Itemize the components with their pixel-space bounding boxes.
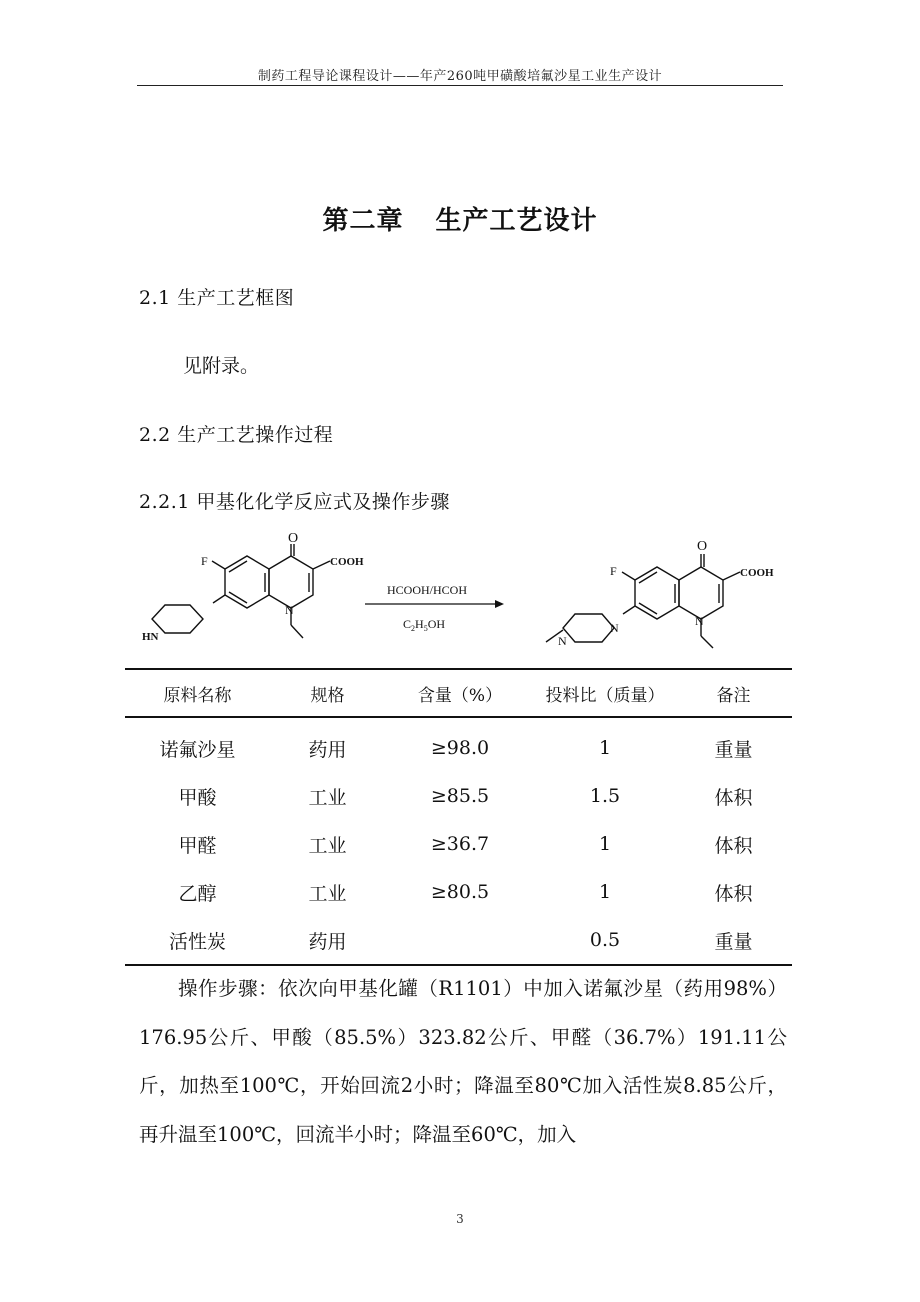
reactant-ring-n-label: N <box>285 603 294 617</box>
table-cell: 甲醛 <box>178 834 217 857</box>
materials-table <box>125 668 792 966</box>
methylation-reaction-scheme <box>130 530 790 670</box>
chapter-title <box>0 200 920 237</box>
table-cell: 1 <box>598 833 612 855</box>
column-header: 含量（%） <box>385 669 535 717</box>
product-methyl-n-label: N <box>558 634 567 648</box>
reactant-norfloxacin-structure <box>152 544 330 638</box>
product-pefloxacin-structure <box>546 554 740 648</box>
section-2-1-body: 见附录。 <box>183 355 260 377</box>
table-cell: 乙醇 <box>178 882 217 905</box>
table-cell: 体积 <box>714 882 753 905</box>
reagent-below-arrow: $C_2H_5OH$ <box>403 617 446 633</box>
section-2-1-heading: 2.1 生产工艺框图 <box>139 287 295 309</box>
chapter-number: 第二章 <box>322 206 404 236</box>
table-cell: 药用 <box>308 738 347 761</box>
product-piperazine-n-label: N <box>610 621 619 635</box>
table-cell: 1.5 <box>589 785 621 807</box>
table-cell: ≥85.5 <box>430 785 490 807</box>
table-cell: 0.5 <box>535 916 675 965</box>
table-row <box>125 916 792 965</box>
procedure-steps <box>139 965 787 1159</box>
table-cell: 重量 <box>675 916 792 965</box>
column-header: 备注 <box>675 669 792 717</box>
reagent-above-arrow: HCOOH/HCOH <box>387 583 468 597</box>
running-header: 制药工程导论课程设计——年产260吨甲磺酸培氟沙星工业生产设计 <box>257 69 663 84</box>
reaction-arrowhead <box>495 600 504 608</box>
table-cell: 工业 <box>308 786 347 809</box>
table-cell: 1 <box>598 881 612 903</box>
column-header: 投料比（质量） <box>535 669 675 717</box>
table-row <box>125 717 792 772</box>
table-row <box>125 772 792 820</box>
reactant-cooh-label: COOH <box>330 556 364 568</box>
table-cell: 诺氟沙星 <box>159 738 236 761</box>
chapter-name: 生产工艺设计 <box>435 206 598 236</box>
table-row <box>125 868 792 916</box>
product-cooh-label: COOH <box>740 567 774 579</box>
table-header-row <box>125 669 792 717</box>
section-2-2-1-heading: 2.2.1 甲基化化学反应式及操作步骤 <box>139 491 450 513</box>
reactant-oxo-label: O <box>288 531 299 546</box>
table-cell: 体积 <box>714 786 753 809</box>
table-cell: 工业 <box>308 882 347 905</box>
column-header: 原料名称 <box>125 669 270 717</box>
procedure-paragraph: 操作步骤：依次向甲基化罐（R1101）中加入诺氟沙星（药用98%）176.95公斤、甲酸（85.5%）323.82公斤、甲醛（36.7%）191.11公斤，加热至100℃，开始回流2小时；降温至80℃加入活性炭8.85公斤，再升温至100℃，回流半小时；降温至60℃，加入 <box>139 977 787 1146</box>
table-cell: 1 <box>598 737 612 759</box>
header-divider <box>137 85 783 86</box>
table-cell: ≥98.0 <box>430 737 490 759</box>
table-cell: ≥80.5 <box>430 881 490 903</box>
product-fluoro-label: F <box>610 564 617 578</box>
product-oxo-label: O <box>697 539 708 554</box>
column-header: 规格 <box>270 669 385 717</box>
table-cell: ≥36.7 <box>430 833 490 855</box>
section-2-2-heading: 2.2 生产工艺操作过程 <box>139 424 334 446</box>
table-cell: 工业 <box>308 834 347 857</box>
product-ring-n-label: N <box>695 614 704 628</box>
table-cell: 甲酸 <box>178 786 217 809</box>
table-cell: 药用 <box>270 916 385 965</box>
table-cell: 重量 <box>714 738 753 761</box>
table-cell: 活性炭 <box>125 916 270 965</box>
page-number: 3 <box>456 1212 464 1226</box>
table-cell: 体积 <box>714 834 753 857</box>
reactant-fluoro-label: F <box>201 554 208 568</box>
reactant-amine-label: HN <box>142 631 159 643</box>
table-cell <box>385 916 535 965</box>
table-row <box>125 820 792 868</box>
